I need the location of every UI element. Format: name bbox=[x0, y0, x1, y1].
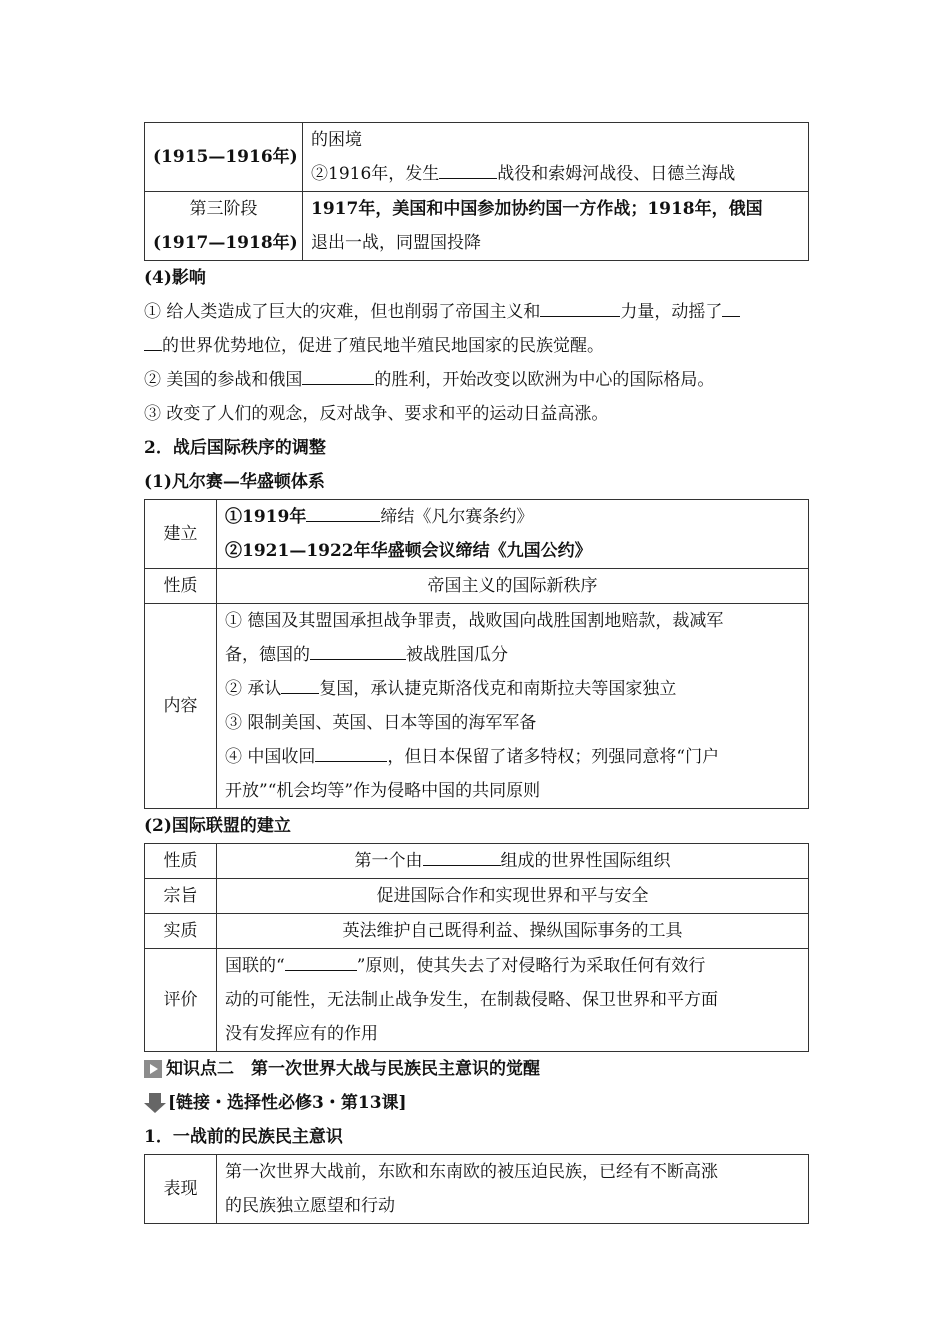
fill-blank[interactable] bbox=[306, 520, 380, 522]
stage-period: (1915—1916年) bbox=[153, 147, 298, 167]
fill-blank[interactable] bbox=[423, 864, 501, 866]
row-content: 促进国际合作和实现世界和平与安全 bbox=[217, 879, 809, 914]
text-part: 力量，动摇了 bbox=[620, 302, 723, 322]
text-line: ③ 限制美国、英国、日本等国的海军军备 bbox=[225, 713, 537, 733]
text-part: 复国，承认捷克斯洛伐克和南斯拉夫等国家独立 bbox=[319, 679, 677, 699]
text-line bbox=[225, 949, 800, 983]
fill-blank[interactable] bbox=[315, 760, 387, 762]
table-row bbox=[145, 604, 809, 809]
text-part: 国联的“ bbox=[225, 956, 285, 976]
row-label: 内容 bbox=[145, 604, 217, 809]
subsection-heading: (2)国际联盟的建立 bbox=[144, 816, 291, 836]
text-line: 开放”“机会均等”作为侵略中国的共同原则 bbox=[225, 781, 541, 801]
stage-label-cell bbox=[145, 123, 303, 192]
row-label: 实质 bbox=[145, 914, 217, 949]
table-row bbox=[145, 500, 809, 569]
influence-item bbox=[144, 295, 808, 329]
table-row bbox=[145, 844, 809, 879]
section-heading: 2．战后国际秩序的调整 bbox=[144, 438, 326, 458]
text-line bbox=[225, 500, 800, 534]
fill-blank[interactable] bbox=[281, 692, 319, 694]
row-label: 性质 bbox=[145, 569, 217, 604]
row-content: 英法维护自己既得利益、操纵国际事务的工具 bbox=[217, 914, 809, 949]
row-label: 表现 bbox=[145, 1155, 217, 1224]
row-content: 帝国主义的国际新秩序 bbox=[217, 569, 809, 604]
stage-text-part: 战役和索姆河战役、日德兰海战 bbox=[497, 164, 736, 184]
stage-content-cell bbox=[303, 192, 809, 261]
text-line: 的民族独立愿望和行动 bbox=[225, 1196, 395, 1216]
row-label: 评价 bbox=[145, 949, 217, 1052]
textbook-link-text: [链接・选择性必修3・第13课] bbox=[168, 1093, 407, 1113]
fill-blank[interactable] bbox=[302, 383, 374, 385]
table-row bbox=[145, 192, 809, 261]
stage-period: (1917—1918年) bbox=[153, 233, 298, 253]
fill-blank[interactable] bbox=[439, 177, 497, 179]
text-part: 被战胜国瓜分 bbox=[406, 645, 508, 665]
play-triangle-icon bbox=[144, 1060, 162, 1078]
knowledge-point-title bbox=[144, 1052, 808, 1086]
row-label: 建立 bbox=[145, 500, 217, 569]
influence-heading: (4)影响 bbox=[144, 268, 206, 288]
text-part: ④ 中国收回 bbox=[225, 747, 316, 767]
row-content bbox=[217, 604, 809, 809]
table-row bbox=[145, 949, 809, 1052]
row-content bbox=[217, 500, 809, 569]
text-part: ① 给人类造成了巨大的灾难，但也削弱了帝国主义和 bbox=[144, 302, 541, 322]
knowledge-point-text: 知识点二 第一次世界大战与民族民主意识的觉醒 bbox=[166, 1059, 540, 1079]
text-line bbox=[225, 740, 800, 774]
stage-text: 的困境 bbox=[311, 130, 362, 150]
row-label: 宗旨 bbox=[145, 879, 217, 914]
table-row bbox=[145, 914, 809, 949]
fill-blank[interactable] bbox=[540, 315, 620, 317]
fill-blank[interactable] bbox=[285, 969, 357, 971]
textbook-link bbox=[144, 1086, 808, 1120]
text-part: ”原则，使其失去了对侵略行为采取任何有效行 bbox=[356, 956, 706, 976]
text-part: 的世界优势地位，促进了殖民地半殖民地国家的民族觉醒。 bbox=[162, 336, 604, 356]
stage-text: 1917年，美国和中国参加协约国一方作战；1918年，俄国 bbox=[311, 199, 763, 219]
text-part: 缔结《凡尔赛条约》 bbox=[380, 507, 534, 527]
table-row bbox=[145, 879, 809, 914]
fill-blank[interactable] bbox=[310, 658, 406, 660]
national-awareness-table bbox=[144, 1154, 809, 1224]
stage-text-part: ②1916年，发生 bbox=[311, 164, 440, 184]
row-content bbox=[217, 949, 809, 1052]
row-content bbox=[217, 1155, 809, 1224]
fill-blank[interactable] bbox=[144, 349, 162, 351]
influence-item bbox=[144, 363, 808, 397]
subsection-heading: (1)凡尔赛—华盛顿体系 bbox=[144, 472, 325, 492]
text-line bbox=[225, 638, 800, 672]
text-part: 备，德国的 bbox=[225, 645, 310, 665]
influence-item: ③ 改变了人们的观念，反对战争、要求和平的运动日益高涨。 bbox=[144, 404, 609, 424]
stage-name: 第三阶段 bbox=[189, 199, 258, 219]
down-arrow-icon bbox=[144, 1093, 166, 1113]
table-row bbox=[145, 569, 809, 604]
table-row bbox=[145, 123, 809, 192]
text-line: 第一次世界大战前，东欧和东南欧的被压迫民族，已经有不断高涨 bbox=[225, 1162, 718, 1182]
versailles-washington-table bbox=[144, 499, 809, 809]
text-part: ①1919年 bbox=[225, 507, 307, 527]
fill-blank[interactable] bbox=[722, 315, 740, 317]
war-stages-table bbox=[144, 122, 809, 261]
text-part: 第一个由 bbox=[354, 851, 423, 871]
text-line: ① 德国及其盟国承担战争罪责，战败国向战胜国割地赔款，裁减军 bbox=[225, 611, 724, 631]
row-label: 性质 bbox=[145, 844, 217, 879]
stage-content-cell bbox=[303, 123, 809, 192]
row-content bbox=[217, 844, 809, 879]
section-heading: 1．一战前的民族民主意识 bbox=[144, 1127, 343, 1147]
text-part: ② 承认 bbox=[225, 679, 282, 699]
document-page bbox=[144, 122, 808, 1224]
text-part: 的胜利，开始改变以欧洲为中心的国际格局。 bbox=[374, 370, 715, 390]
league-of-nations-table bbox=[144, 843, 809, 1052]
stage-text: 退出一战，同盟国投降 bbox=[311, 233, 481, 253]
text-part: ，但日本保留了诸多特权；列强同意将“门户 bbox=[387, 747, 720, 767]
table-row bbox=[145, 1155, 809, 1224]
text-part: ② 美国的参战和俄国 bbox=[144, 370, 303, 390]
text-line: 没有发挥应有的作用 bbox=[225, 1024, 378, 1044]
stage-text bbox=[311, 157, 800, 191]
influence-item bbox=[144, 329, 808, 363]
text-part: 组成的世界性国际组织 bbox=[500, 851, 671, 871]
stage-label-cell bbox=[145, 192, 303, 261]
text-line bbox=[225, 672, 800, 706]
text-line: 动的可能性，无法制止战争发生，在制裁侵略、保卫世界和平方面 bbox=[225, 990, 718, 1010]
text-line: ②1921—1922年华盛顿会议缔结《九国公约》 bbox=[225, 541, 592, 561]
